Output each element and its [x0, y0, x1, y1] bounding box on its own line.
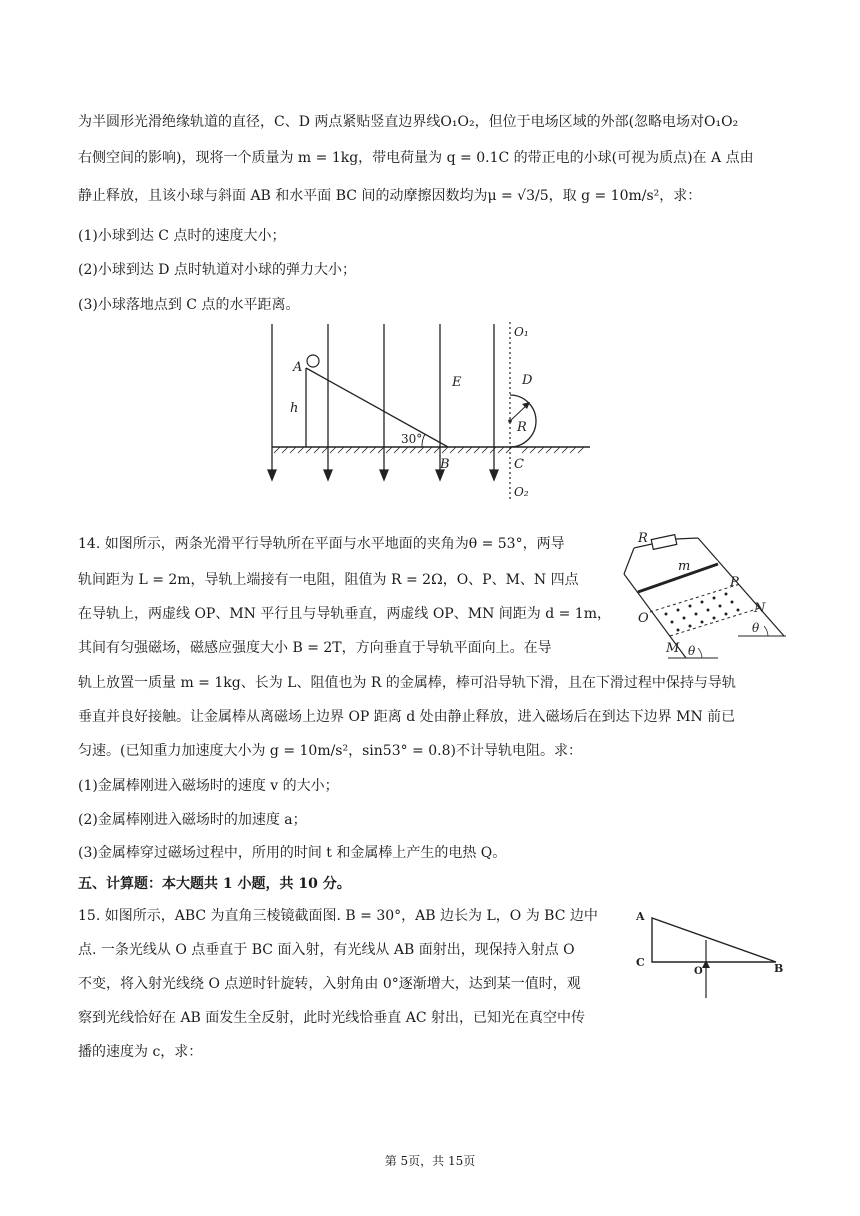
p13-question-1: (1)小球到达 C 点时的速度大小； [78, 228, 286, 244]
page-footer: 第 5页，共 15页 [384, 1154, 476, 1168]
p15-line-2: 点. 一条光线从 O 点垂直于 BC 面入射，有光线从 AB 面射出，现保持入射点 O [78, 942, 575, 958]
p14-question-1: (1)金属棒刚进入磁场时的速度 v 的大小； [78, 778, 339, 794]
p14-figure [618, 528, 788, 664]
label-C: C [514, 457, 524, 472]
label-theta-bottom: θ [688, 644, 696, 658]
label-R: R [517, 420, 527, 435]
label-P: P [730, 575, 739, 590]
label-h: h [290, 401, 299, 416]
label-R: R [638, 531, 648, 546]
label-O2: O₂ [514, 485, 529, 499]
label-B: B [440, 457, 450, 472]
p15-line-4: 察到光线恰好在 AB 面发生全反射，此时光线恰垂直 AC 射出，已知光在真空中传 [78, 1010, 586, 1026]
p14-line-1: 14. 如图所示，两条光滑平行导轨所在平面与水平地面的夹角为θ = 53°，两导 [78, 536, 565, 552]
label-O1: O₁ [514, 325, 529, 339]
label-N: N [754, 601, 766, 616]
section-heading: 五、计算题：本大题共 1 小题，共 10 分。 [78, 876, 351, 892]
label-O: O [694, 966, 703, 977]
p14-line-7: 匀速。(已知重力加速度大小为 g = 10m/s²，sin53° = 0.8)不计导轨电阻。求： [78, 743, 582, 759]
label-m: m [678, 559, 691, 574]
label-theta-right: θ [752, 621, 760, 635]
p14-line-6: 垂直并良好接触。让金属棒从离磁场上边界 OP 距离 d 处由静止释放，进入磁场后在到达下边界 MN 前已 [78, 709, 736, 725]
p15-line-3: 不变，将入射光线绕 O 点逆时针旋转，入射角由 0°逐渐增大，达到某一值时，观 [78, 976, 581, 992]
p13-line-3: 静止释放，且该小球与斜面 AB 和水平面 BC 间的动摩擦因数均为μ = √3/5，取 g = 10m/s²，求： [78, 188, 702, 204]
label-C: C [636, 956, 645, 969]
p14-line-2: 轨间距为 L = 2m，导轨上端接有一电阻，阻值为 R = 2Ω，O、P、M、N 四点 [78, 572, 579, 588]
p15-line-5: 播的速度为 c，求： [78, 1044, 203, 1060]
label-A: A [636, 910, 645, 923]
p15-figure [630, 906, 785, 1006]
label-E: E [452, 375, 462, 390]
p14-line-5: 轨上放置一质量 m = 1kg、长为 L、阻值也为 R 的金属棒，棒可沿导轨下滑，且在下滑过程中保持与导轨 [78, 675, 736, 691]
p14-question-2: (2)金属棒刚进入磁场时的加速度 a； [78, 812, 307, 828]
p13-line-2: 右侧空间的影响)，现将一个质量为 m = 1kg，带电荷量为 q = 0.1C 的带正电的小球(可视为质点)在 A 点由 [78, 150, 754, 166]
label-O: O [638, 611, 649, 626]
p13-question-3: (3)小球落地点到 C 点的水平距离。 [78, 297, 300, 313]
label-M: M [666, 641, 680, 656]
p15-line-1: 15. 如图所示，ABC 为直角三棱镜截面图. B = 30°，AB 边长为 L，O 为 BC 边中 [78, 908, 598, 924]
p13-question-2: (2)小球到达 D 点时轨道对小球的弹力大小； [78, 262, 356, 278]
label-B: B [774, 962, 784, 975]
p13-line-1: 为半圆形光滑绝缘轨道的直径，C、D 两点紧贴竖直边界线O₁O₂，但位于电场区域的外部(忽略电场对O₁O₂ [78, 114, 739, 130]
p14-line-4: 其间有匀强磁场，磁感应强度大小 B = 2T，方向垂直于导轨平面向上。在导 [78, 640, 552, 656]
p14-line-3: 在导轨上，两虚线 OP、MN 平行且与导轨垂直，两虚线 OP、MN 间距为 d = 1m， [78, 606, 611, 622]
p14-question-3: (3)金属棒穿过磁场过程中，所用的时间 t 和金属棒上产生的电热 Q。 [78, 845, 507, 861]
p13-figure [262, 320, 602, 505]
label-angle: 30° [401, 432, 423, 446]
label-D: D [522, 373, 533, 388]
label-A: A [293, 360, 303, 375]
